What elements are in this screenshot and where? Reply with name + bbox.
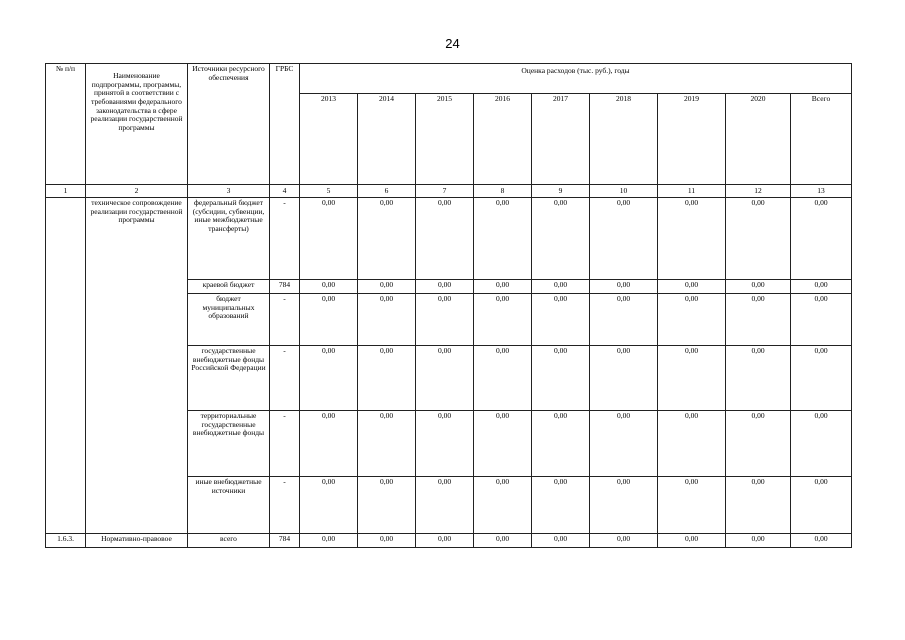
column-index: 10 [590, 185, 658, 198]
row-num: 1.6.3. [46, 534, 86, 548]
year-header: 2017 [532, 94, 590, 185]
value-cell: 0,00 [532, 346, 590, 411]
value-cell: 0,00 [791, 477, 852, 534]
value-cell: 0,00 [590, 346, 658, 411]
column-index: 7 [416, 185, 474, 198]
value-cell: 0,00 [532, 534, 590, 548]
column-index: 6 [358, 185, 416, 198]
value-cell: 0,00 [590, 477, 658, 534]
header-source: Источники ресурсного обеспечения [188, 64, 270, 185]
value-cell: 0,00 [658, 294, 726, 346]
row-source: иные внебюджетные источники [188, 477, 270, 534]
header-estimate: Оценка расходов (тыс. руб.), годы [300, 64, 852, 94]
value-cell: 0,00 [416, 411, 474, 477]
column-index: 11 [658, 185, 726, 198]
budget-table [45, 63, 852, 548]
value-cell: 0,00 [474, 477, 532, 534]
value-cell: 0,00 [726, 477, 791, 534]
value-cell: 0,00 [358, 346, 416, 411]
value-cell: 0,00 [791, 534, 852, 548]
value-cell: 0,00 [658, 198, 726, 280]
year-header: 2020 [726, 94, 791, 185]
value-cell: 0,00 [358, 294, 416, 346]
value-cell: 0,00 [416, 294, 474, 346]
row-source: федеральный бюджет (субсидии, субвенции, иные межбюджетные трансферты) [188, 198, 270, 280]
value-cell: 0,00 [300, 411, 358, 477]
value-cell: 0,00 [474, 294, 532, 346]
row-source: бюджет муниципальных образований [188, 294, 270, 346]
column-index: 13 [791, 185, 852, 198]
value-cell: 0,00 [791, 294, 852, 346]
value-cell: 0,00 [658, 411, 726, 477]
value-cell: 0,00 [300, 477, 358, 534]
header-name: Наименование подпрограммы, программы, принятой в соответствии с требованиями федерального законодательства в сфере реализации государственной программы [86, 64, 188, 185]
value-cell: 0,00 [726, 198, 791, 280]
value-cell: 0,00 [726, 280, 791, 294]
value-cell: 0,00 [300, 294, 358, 346]
row-grbs: - [270, 294, 300, 346]
value-cell: 0,00 [791, 411, 852, 477]
value-cell: 0,00 [358, 411, 416, 477]
value-cell: 0,00 [726, 411, 791, 477]
value-cell: 0,00 [532, 294, 590, 346]
value-cell: 0,00 [358, 198, 416, 280]
table-row [46, 534, 852, 548]
header-row-top [46, 64, 852, 94]
value-cell: 0,00 [532, 198, 590, 280]
year-header: 2018 [590, 94, 658, 185]
value-cell: 0,00 [300, 280, 358, 294]
column-index: 5 [300, 185, 358, 198]
value-cell: 0,00 [658, 346, 726, 411]
value-cell: 0,00 [658, 280, 726, 294]
column-index: 1 [46, 185, 86, 198]
value-cell: 0,00 [590, 294, 658, 346]
row-grbs: - [270, 477, 300, 534]
row-grbs: - [270, 411, 300, 477]
value-cell: 0,00 [590, 534, 658, 548]
year-header: 2015 [416, 94, 474, 185]
year-header: Всего [791, 94, 852, 185]
column-index: 9 [532, 185, 590, 198]
column-index: 8 [474, 185, 532, 198]
row-name: Нормативно-правовое [86, 534, 188, 548]
year-header: 2014 [358, 94, 416, 185]
value-cell: 0,00 [358, 280, 416, 294]
table-row [46, 198, 852, 280]
header-num: № п/п [46, 64, 86, 185]
value-cell: 0,00 [300, 346, 358, 411]
value-cell: 0,00 [590, 198, 658, 280]
value-cell: 0,00 [532, 280, 590, 294]
value-cell: 0,00 [590, 411, 658, 477]
page-number: 24 [445, 36, 460, 51]
row-name: техническое сопровождение реализации государственной программы [86, 198, 188, 534]
row-source: всего [188, 534, 270, 548]
row-source: территориальные государственные внебюджетные фонды [188, 411, 270, 477]
value-cell: 0,00 [358, 534, 416, 548]
column-index: 12 [726, 185, 791, 198]
value-cell: 0,00 [358, 477, 416, 534]
column-index-row [46, 185, 852, 198]
value-cell: 0,00 [791, 346, 852, 411]
row-source: краевой бюджет [188, 280, 270, 294]
year-header: 2019 [658, 94, 726, 185]
value-cell: 0,00 [658, 477, 726, 534]
value-cell: 0,00 [416, 534, 474, 548]
year-header: 2016 [474, 94, 532, 185]
row-grbs: - [270, 346, 300, 411]
value-cell: 0,00 [474, 411, 532, 477]
header-grbs: ГРБС [270, 64, 300, 185]
value-cell: 0,00 [532, 411, 590, 477]
value-cell: 0,00 [300, 198, 358, 280]
row-grbs: 784 [270, 534, 300, 548]
value-cell: 0,00 [791, 198, 852, 280]
year-header: 2013 [300, 94, 358, 185]
value-cell: 0,00 [726, 346, 791, 411]
value-cell: 0,00 [416, 198, 474, 280]
column-index: 2 [86, 185, 188, 198]
value-cell: 0,00 [416, 477, 474, 534]
value-cell: 0,00 [474, 346, 532, 411]
value-cell: 0,00 [791, 280, 852, 294]
value-cell: 0,00 [726, 294, 791, 346]
value-cell: 0,00 [658, 534, 726, 548]
value-cell: 0,00 [726, 534, 791, 548]
row-source: государственные внебюджетные фонды Российской Федерации [188, 346, 270, 411]
value-cell: 0,00 [416, 280, 474, 294]
row-grbs: - [270, 198, 300, 280]
value-cell: 0,00 [474, 198, 532, 280]
column-index: 3 [188, 185, 270, 198]
row-num [46, 198, 86, 534]
value-cell: 0,00 [474, 280, 532, 294]
value-cell: 0,00 [590, 280, 658, 294]
column-index: 4 [270, 185, 300, 198]
row-grbs: 784 [270, 280, 300, 294]
value-cell: 0,00 [532, 477, 590, 534]
value-cell: 0,00 [474, 534, 532, 548]
value-cell: 0,00 [300, 534, 358, 548]
value-cell: 0,00 [416, 346, 474, 411]
